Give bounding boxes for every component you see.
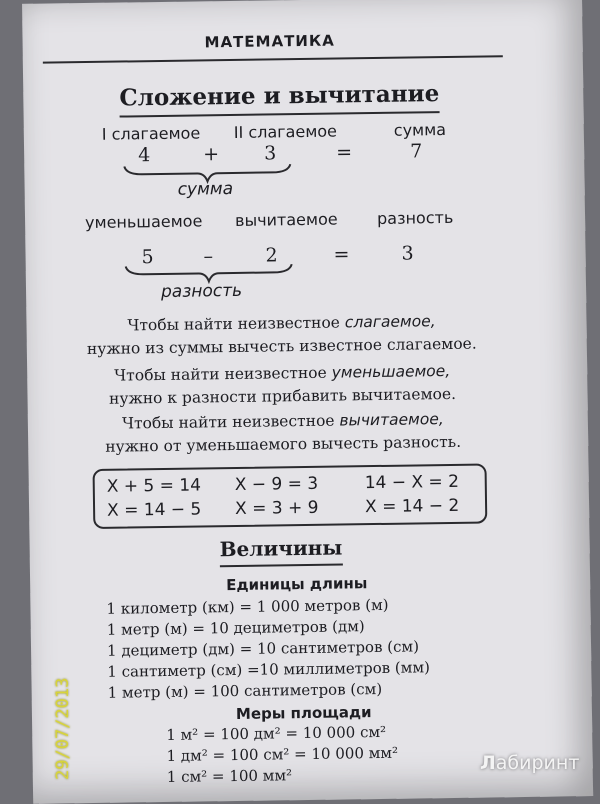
subtraction-result: 3 xyxy=(401,242,414,265)
label-addend-1: I слагаемое xyxy=(101,123,201,144)
addition-eq: = xyxy=(335,141,353,164)
rule-pre: Чтобы найти неизвестное xyxy=(127,313,345,335)
rule-line2: нужно от уменьшаемого вычесть разность. xyxy=(105,432,462,456)
equation-1-top: X + 5 = 14 xyxy=(106,475,202,497)
section-title-quantities xyxy=(219,535,342,561)
label-difference: разность xyxy=(376,207,454,228)
equations-box xyxy=(93,463,488,528)
rule-unknown-subtrahend xyxy=(48,407,519,460)
rule-unknown-minuend xyxy=(47,359,518,412)
label-minuend: уменьшаемое xyxy=(84,211,203,233)
subtraction-eq: = xyxy=(333,243,350,266)
equation-2-top: X − 9 = 3 xyxy=(234,473,319,495)
label-subtrahend: вычитаемое xyxy=(234,209,338,230)
area-units-heading: Меры площади xyxy=(235,703,372,723)
area-unit-line: 1 дм² = 100 см² = 10 000 мм² xyxy=(166,743,399,765)
equation-3-bottom: X = 14 − 2 xyxy=(364,495,460,518)
subtraction-brace-label: разность xyxy=(160,280,243,302)
label-addend-2: II слагаемое xyxy=(233,121,338,142)
equation-1-bottom: X = 14 − 5 xyxy=(106,499,202,521)
rule-pre: Чтобы найти неизвестное xyxy=(114,363,332,385)
section-title-addition xyxy=(119,80,439,111)
rule-unknown-addend xyxy=(46,309,517,362)
title-underline xyxy=(120,111,440,117)
header-rule xyxy=(43,55,503,63)
length-unit-line: 1 километр (км) = 1 000 метров (м) xyxy=(106,595,389,618)
equation-3-top: 14 − X = 2 xyxy=(364,471,460,494)
addition-a: 4 xyxy=(137,144,151,167)
header-title: МАТЕМАТИКА xyxy=(204,31,335,52)
book-page xyxy=(22,0,593,804)
labirint-watermark xyxy=(480,752,579,774)
rule-line2: нужно к разности прибавить вычитаемое. xyxy=(108,384,457,408)
subtraction-a: 5 xyxy=(141,246,154,269)
area-unit-line: 1 см² = 100 мм² xyxy=(166,766,293,786)
label-sum: сумма xyxy=(393,120,447,140)
length-units-heading: Единицы длины xyxy=(226,574,368,595)
title-underline xyxy=(220,563,343,567)
addition-result: 7 xyxy=(409,140,423,163)
addition-b: 3 xyxy=(263,142,277,165)
watermark-text: абиринт xyxy=(495,752,580,774)
subtraction-op: – xyxy=(203,245,214,268)
addition-op: + xyxy=(202,143,220,166)
length-unit-line: 1 метр (м) = 10 дециметров (дм) xyxy=(106,617,365,639)
section-title-quantities-text: Величины xyxy=(219,535,343,562)
rule-term: уменьшаемое, xyxy=(331,361,451,382)
subtraction-b: 2 xyxy=(265,244,278,267)
section-title-addition-text: Сложение и вычитание xyxy=(119,80,440,112)
rule-term: слагаемое, xyxy=(344,312,436,332)
photo-date-stamp: 29/07/2013 xyxy=(53,677,73,780)
length-unit-line: 1 метр (м) = 100 сантиметров (см) xyxy=(107,679,383,702)
rule-line2: нужно из суммы вычесть известное слагаемое. xyxy=(86,334,477,359)
addition-brace-label: сумма xyxy=(177,178,234,200)
equation-2-bottom: X = 3 + 9 xyxy=(234,497,319,519)
rule-pre: Чтобы найти неизвестное xyxy=(121,411,340,433)
area-unit-line: 1 м² = 100 дм² = 10 000 см² xyxy=(166,722,387,744)
length-unit-line: 1 дециметр (дм) = 10 сантиметров (см) xyxy=(106,637,420,660)
labirint-logo-icon: Л xyxy=(480,752,496,774)
length-unit-line: 1 сантиметр (см) =10 миллиметров (мм) xyxy=(107,658,431,681)
rule-term: вычитаемое, xyxy=(339,410,444,430)
